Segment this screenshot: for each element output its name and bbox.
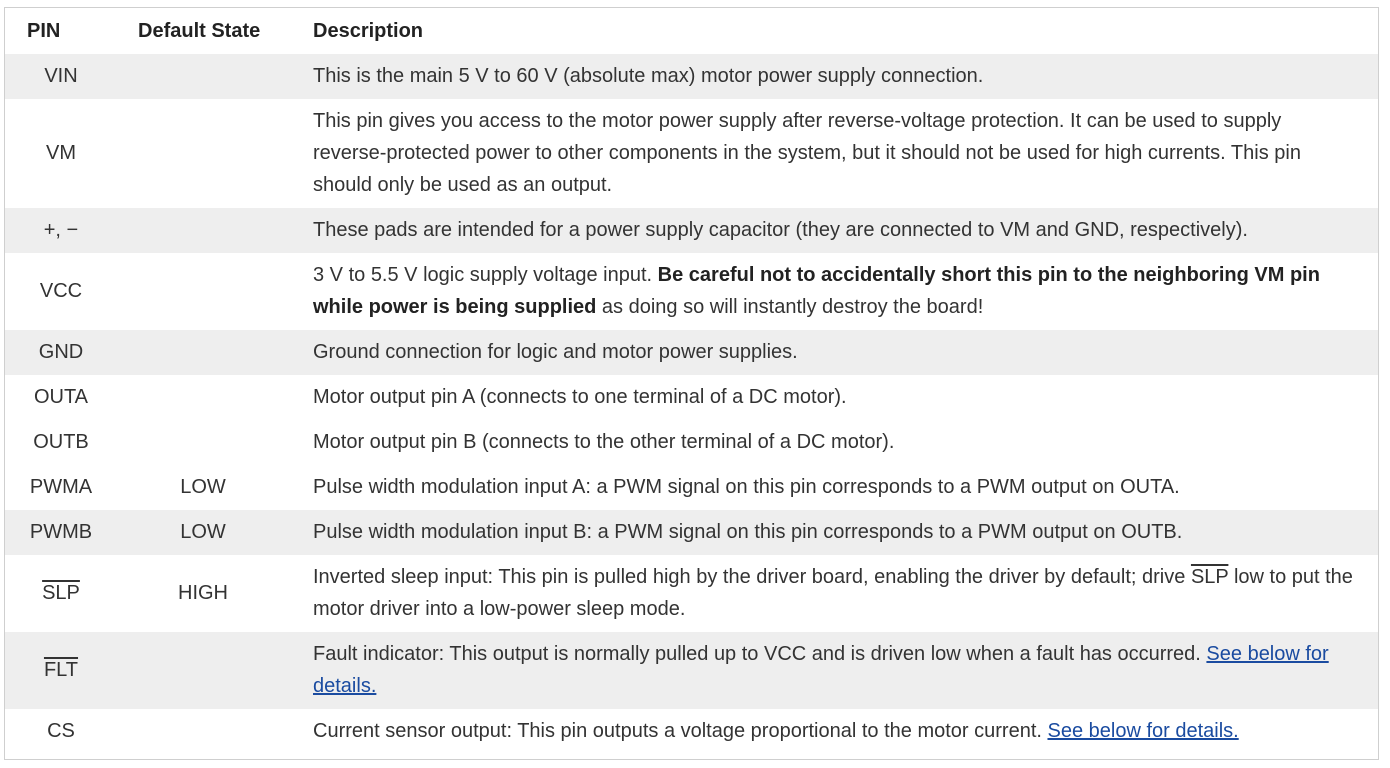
table-row-vin xyxy=(5,54,1378,99)
see-below-link-fault[interactable]: See below for details. xyxy=(313,643,1329,697)
pin-description: 3 V to 5.5 V logic supply voltage input. Be careful not to accidentally short this pin to the neighboring VM pin while power is being supplied as doing so will instantly destroy the board! xyxy=(313,264,1320,318)
default-state: LOW xyxy=(180,476,226,498)
table-header-row xyxy=(5,8,1378,54)
inline-pin-slp: $\overline{SLP}$ xyxy=(1190,566,1229,588)
table-row-gnd xyxy=(5,330,1378,375)
default-state xyxy=(117,208,289,253)
table-row-pwmb xyxy=(5,510,1378,555)
pin-name: VIN xyxy=(5,54,117,99)
pin-description: This pin gives you access to the motor power supply after reverse-voltage protection. It can be used to supply reverse-protected power to other components in the system, but it should not be used for high currents. This pin should only be used as an output. xyxy=(313,110,1301,196)
table-row-outb xyxy=(5,420,1378,465)
pin-name: OUTA xyxy=(33,386,89,408)
pin-name: CS xyxy=(47,720,75,742)
pin-name: VM xyxy=(46,142,76,164)
default-state xyxy=(117,375,289,420)
pin-description: Current sensor output: This pin outputs a voltage proportional to the motor current. See below for details. xyxy=(313,720,1239,742)
pin-name: $\overline{FLT}$ xyxy=(5,632,117,709)
pin-name: VCC xyxy=(39,280,83,302)
table-row-slp xyxy=(5,555,1378,632)
pin-name: +, − xyxy=(5,208,117,253)
default-state xyxy=(117,420,289,465)
pin-description: These pads are intended for a power supply capacitor (they are connected to VM and GND, respectively). xyxy=(289,208,1378,253)
pinout-table-container xyxy=(4,7,1379,760)
table-row-pwma xyxy=(5,465,1378,510)
table-row-outa xyxy=(5,375,1378,420)
pin-description: Pulse width modulation input B: a PWM signal on this pin corresponds to a PWM output on OUTB. xyxy=(289,510,1378,555)
table-row-vm xyxy=(5,99,1378,208)
default-state xyxy=(117,253,289,330)
table-row-flt xyxy=(5,632,1378,709)
see-below-link-current-sense[interactable]: See below for details. xyxy=(1047,720,1239,742)
pin-description: This is the main 5 V to 60 V (absolute max) motor power supply connection. xyxy=(289,54,1378,99)
default-state xyxy=(117,99,289,208)
pin-description: Motor output pin B (connects to the other terminal of a DC motor). xyxy=(313,431,895,453)
pin-description: Inverted sleep input: This pin is pulled high by the driver board, enabling the driver by default; drive $\overline{SLP}$ low to put the motor driver into a low-power sleep mode. xyxy=(313,566,1353,620)
default-state xyxy=(117,330,289,375)
pinout-table xyxy=(5,8,1378,754)
default-state xyxy=(117,632,289,709)
header-description: Description xyxy=(313,20,424,42)
default-state xyxy=(117,54,289,99)
default-state: LOW xyxy=(117,510,289,555)
table-row-capacitor-pads xyxy=(5,208,1378,253)
pin-description: Pulse width modulation input A: a PWM signal on this pin corresponds to a PWM output on OUTA. xyxy=(313,476,1180,498)
warning-text: Be careful not to accidentally short this pin to the neighboring VM pin while power is being supplied xyxy=(313,264,1320,318)
header-pin: PIN xyxy=(27,20,61,42)
default-state xyxy=(117,709,289,754)
pin-name: OUTB xyxy=(33,431,89,453)
pin-name: PWMB xyxy=(5,510,117,555)
pin-description: Motor output pin A (connects to one terminal of a DC motor). xyxy=(313,386,847,408)
table-row-cs xyxy=(5,709,1378,754)
table-row-vcc xyxy=(5,253,1378,330)
pin-name: $\overline{SLP}$ xyxy=(42,582,80,604)
header-default-state: Default State xyxy=(138,20,261,42)
pin-name: PWMA xyxy=(29,476,93,498)
pin-description: Fault indicator: This output is normally pulled up to VCC and is driven low when a fault has occurred. See below for details. xyxy=(289,632,1378,709)
pin-description: Ground connection for logic and motor power supplies. xyxy=(289,330,1378,375)
default-state: HIGH xyxy=(178,582,228,604)
pin-name: GND xyxy=(5,330,117,375)
